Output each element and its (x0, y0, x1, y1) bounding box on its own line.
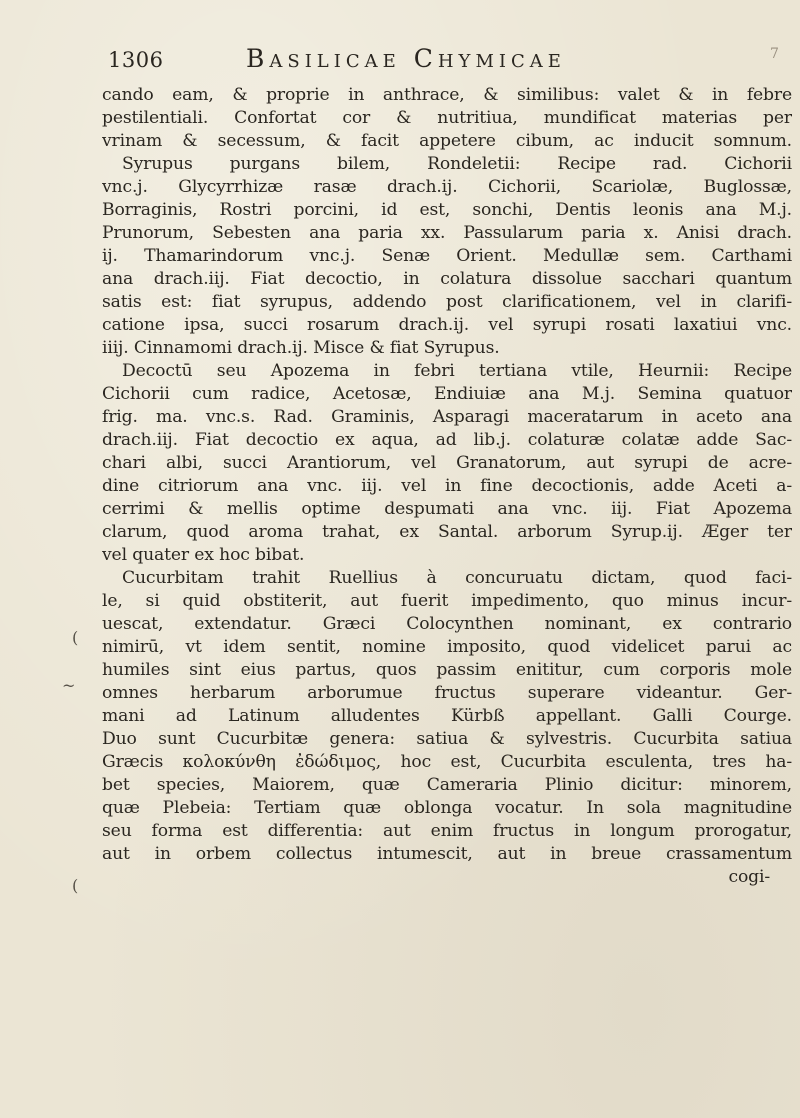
text-line: cerrimi & mellis optime despumati ana vnc. iij. Fiat Apozema (102, 499, 792, 519)
text-line: seu forma est differentia: aut enim fructus in longum prorogatur, (102, 821, 792, 841)
text-line: Cucurbitam trahit Ruellius à concuruatu dictam, quod faci- (122, 568, 792, 588)
text-line: mani ad Latinum alludentes Kürbß appellant. Galli Courge. (102, 706, 792, 726)
margin-mark: ~ (62, 676, 76, 695)
text-line: Decoctū seu Apozema in febri tertiana vtile, Heurnii: Recipe (122, 361, 792, 381)
text-line: le, si quid obstiterit, aut fuerit impedimento, quo minus incur- (102, 591, 792, 611)
margin-mark: ( (72, 628, 79, 647)
text-line: Græcis κολοκύνθη ἐδώδιμος, hoc est, Cucurbita esculenta, tres ha- (102, 752, 792, 772)
text-line: catione ipsa, succi rosarum drach.ij. vel syrupi rosati laxatiui vnc. (102, 315, 792, 335)
text-line: frig. ma. vnc.s. Rad. Graminis, Asparagi maceratarum in aceto ana (102, 407, 792, 427)
text-line: chari albi, succi Arantiorum, vel Granatorum, aut syrupi de acre- (102, 453, 792, 473)
text-line: humiles sint eius partus, quos passim enititur, cum corporis mole (102, 660, 792, 680)
text-line: cando eam, & proprie in anthrace, & similibus: valet & in febre (102, 85, 792, 105)
text-line: clarum, quod aroma trahat, ex Santal. arborum Syrup.ij. Æger ter (102, 522, 792, 542)
text-line: nimirū, vt idem sentit, nomine imposito, quod videlicet parui ac (102, 637, 792, 657)
text-line: aut in orbem collectus intumescit, aut in breue crassamentum (102, 844, 792, 864)
running-head: Basilicae Chymicae (246, 44, 566, 73)
text-line: omnes herbarum arborumue fructus superare videantur. Ger- (102, 683, 792, 703)
text-line: pestilentiali. Confortat cor & nutritiua, mundificat materias per (102, 108, 792, 128)
corner-mark: 7 (770, 46, 779, 62)
text-line: quæ Plebeia: Tertiam quæ oblonga vocatur. In sola magnitudine (102, 798, 792, 818)
text-line: vrinam & secessum, & facit appetere cibum, ac inducit somnum. (102, 131, 792, 151)
text-line: iiij. Cinnamomi drach.ij. Misce & fiat Syrupus. (102, 338, 500, 358)
text-line: vel quater ex hoc bibat. (102, 545, 305, 565)
text-line: Borraginis, Rostri porcini, id est, sonchi, Dentis leonis ana M.j. (102, 200, 792, 220)
text-line: Syrupus purgans bilem, Rondeletii: Recipe rad. Cichorii (122, 154, 792, 174)
text-line: ij. Thamarindorum vnc.j. Senæ Orient. Medullæ sem. Carthami (102, 246, 792, 266)
text-line: uescat, extendatur. Græci Colocynthen nominant, ex contrario (102, 614, 792, 634)
text-line: ana drach.iij. Fiat decoctio, in colatura dissolue sacchari quantum (102, 269, 792, 289)
text-line: satis est: fiat syrupus, addendo post clarificationem, vel in clarifi- (102, 292, 792, 312)
page-header (108, 42, 768, 82)
text-line: vnc.j. Glycyrrhizæ rasæ drach.ij. Cichorii, Scariolæ, Buglossæ, (102, 177, 792, 197)
page-number: 1306 (108, 48, 164, 72)
catchword: cogi- (728, 867, 770, 887)
text-line: Duo sunt Cucurbitæ genera: satiua & sylvestris. Cucurbita satiua (102, 729, 792, 749)
text-line: bet species, Maiorem, quæ Cameraria Plinio dicitur: minorem, (102, 775, 792, 795)
text-line: dine citriorum ana vnc. iij. vel in fine decoctionis, adde Aceti a- (102, 476, 792, 496)
text-line: drach.iij. Fiat decoctio ex aqua, ad lib.j. colaturæ colatæ adde Sac- (102, 430, 792, 450)
body-text (102, 84, 792, 889)
text-line: Cichorii cum radice, Acetosæ, Endiuiæ ana M.j. Semina quatuor (102, 384, 792, 404)
margin-mark: ( (72, 876, 79, 895)
text-line: Prunorum, Sebesten ana paria xx. Passularum paria x. Anisi drach. (102, 223, 792, 243)
